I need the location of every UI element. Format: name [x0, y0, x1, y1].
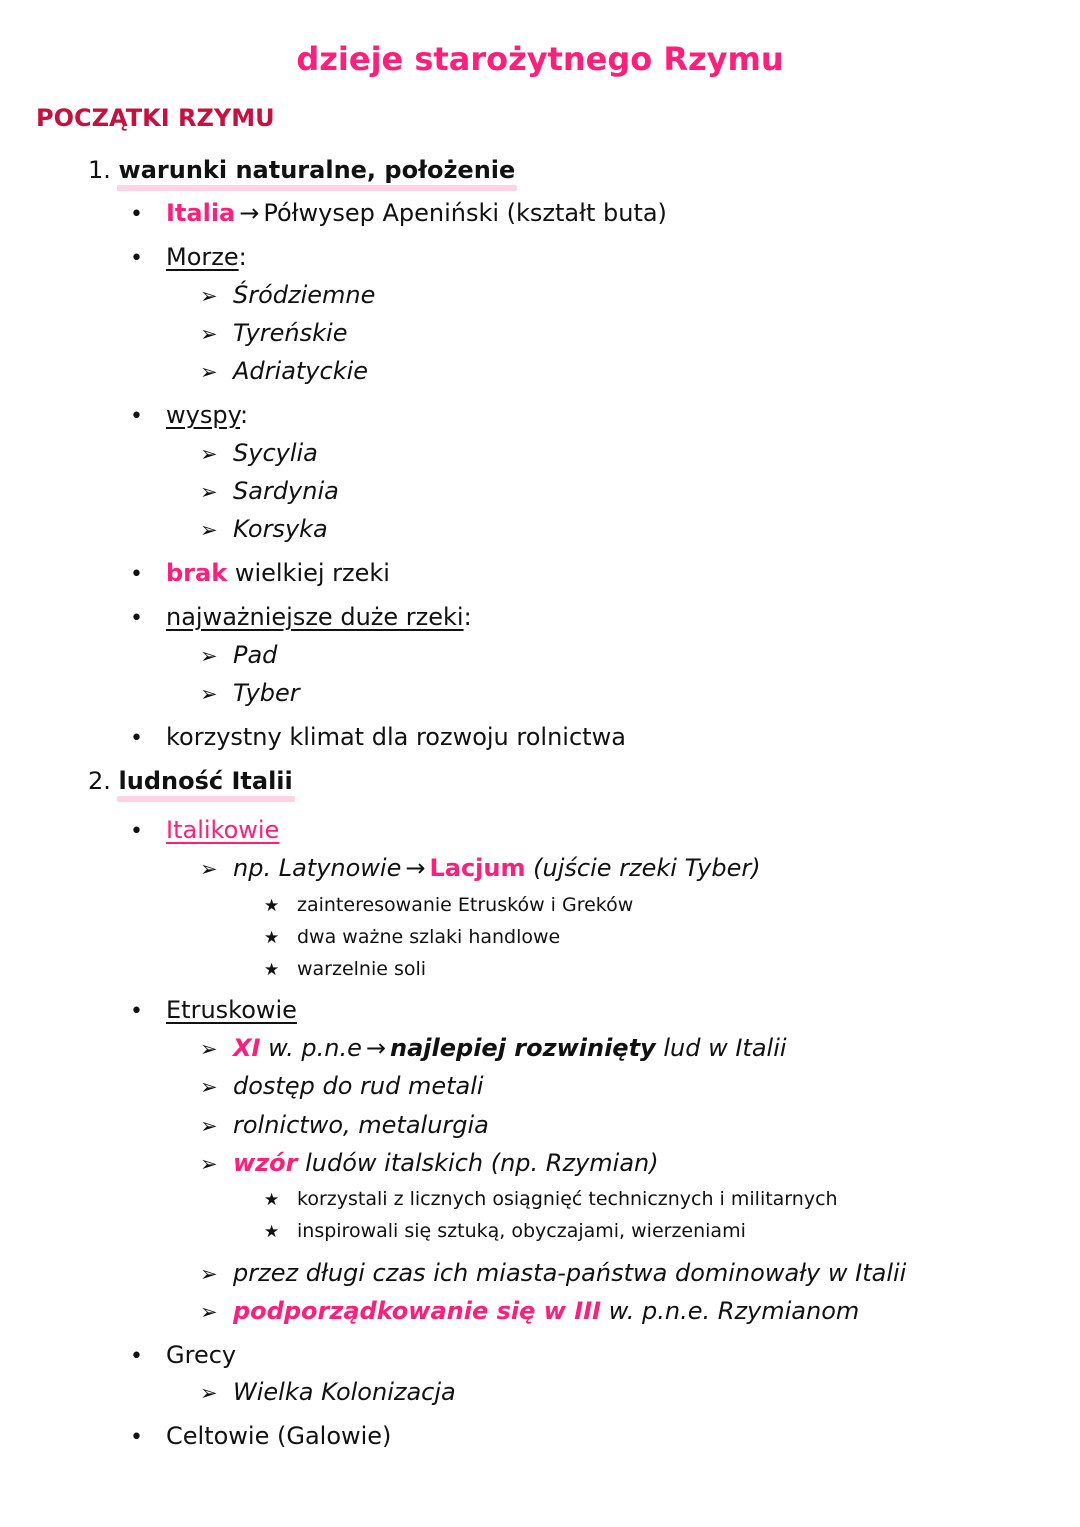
arrow-bullet-icon: ➢ — [200, 284, 218, 308]
list-item — [130, 1422, 391, 1450]
point-2-heading — [88, 767, 293, 795]
item-label: Etruskowie — [166, 996, 297, 1024]
item-text: inspirowali się sztuką, obyczajami, wierzeniami — [297, 1220, 746, 1242]
arrow-bullet-icon: ➢ — [200, 682, 218, 706]
item-text: np. Latynowie — [233, 854, 402, 882]
item-text: w. p.n.e. Rzymianom — [608, 1297, 860, 1325]
star-item — [264, 1220, 746, 1242]
list-item — [130, 1341, 236, 1369]
arrow-bullet-icon: ➢ — [200, 1381, 218, 1405]
arrow-bullet-icon: ➢ — [200, 360, 218, 384]
bullet-icon: • — [130, 606, 143, 631]
bullet-icon: • — [130, 1344, 143, 1369]
arrow-bullet-icon: ➢ — [200, 1114, 218, 1138]
arrow-icon: → — [365, 1034, 387, 1062]
term: Lacjum — [429, 854, 526, 882]
term: podporządkowanie się w III — [233, 1297, 602, 1325]
list-item — [130, 199, 667, 227]
item-text: Tyreńskie — [233, 319, 348, 347]
bullet-icon: • — [130, 202, 143, 227]
bullet-icon: • — [130, 726, 143, 751]
point-heading-label: ludność Italii — [119, 767, 293, 795]
sub-list-item — [200, 477, 339, 505]
sub-list-item — [200, 1149, 659, 1177]
item-label: Morze — [166, 243, 239, 271]
arrow-icon: → — [239, 199, 260, 227]
sub-list-item — [200, 1259, 906, 1287]
item-label: Grecy — [166, 1341, 237, 1369]
bullet-icon: • — [130, 562, 143, 587]
star-item — [264, 926, 560, 948]
arrow-icon: → — [405, 854, 426, 882]
item-text: dwa ważne szlaki handlowe — [297, 926, 561, 948]
bullet-icon: • — [130, 819, 143, 844]
list-item — [130, 816, 279, 844]
list-item — [130, 603, 472, 631]
arrow-bullet-icon: ➢ — [200, 857, 218, 881]
item-text: w. p.n.e — [268, 1034, 362, 1062]
sub-list-item — [200, 1034, 787, 1062]
item-suffix: : — [240, 401, 249, 429]
item-text: Korsyka — [233, 515, 328, 543]
bullet-icon: • — [130, 404, 143, 429]
item-text: Adriatyckie — [233, 357, 369, 385]
star-icon: ★ — [264, 1190, 280, 1210]
item-text: korzystny klimat dla rozwoju rolnictwa — [166, 723, 626, 751]
list-item — [130, 723, 626, 751]
item-text: zainteresowanie Etrusków i Greków — [297, 894, 634, 916]
arrow-bullet-icon: ➢ — [200, 442, 218, 466]
list-item — [130, 243, 247, 271]
term: Italia — [166, 199, 236, 227]
sub-list-item — [200, 854, 761, 882]
item-text: ludów italskich (np. Rzymian) — [305, 1149, 659, 1177]
item-text: przez długi czas ich miasta-państwa dominowały w Italii — [233, 1259, 907, 1287]
bullet-icon: • — [130, 1425, 143, 1450]
bullet-icon: • — [130, 999, 143, 1024]
item-text: dostęp do rud metali — [233, 1072, 484, 1100]
item-text: rolnictwo, metalurgia — [233, 1111, 489, 1139]
item-text: lud w Italii — [663, 1034, 787, 1062]
item-text: (ujście rzeki Tyber) — [533, 854, 761, 882]
item-text: Pad — [233, 641, 278, 669]
arrow-bullet-icon: ➢ — [200, 1152, 218, 1176]
item-text: Sycylia — [233, 439, 318, 467]
list-item — [130, 996, 297, 1024]
arrow-bullet-icon: ➢ — [200, 1262, 218, 1286]
arrow-bullet-icon: ➢ — [200, 1300, 218, 1324]
star-item — [264, 1188, 838, 1210]
page-title: dzieje starożytnego Rzymu — [296, 40, 784, 78]
item-label: najważniejsze duże rzeki — [166, 603, 464, 631]
term: brak — [166, 559, 228, 587]
item-text: wielkiej rzeki — [234, 559, 390, 587]
sub-list-item — [200, 679, 300, 707]
star-icon: ★ — [264, 896, 280, 916]
list-item — [130, 559, 390, 587]
sub-list-item — [200, 319, 347, 347]
star-icon: ★ — [264, 1222, 280, 1242]
arrow-bullet-icon: ➢ — [200, 644, 218, 668]
sub-list-item — [200, 357, 368, 385]
item-text: Śródziemne — [233, 281, 376, 309]
term: XI — [233, 1034, 261, 1062]
item-label: wyspy — [166, 401, 241, 429]
point-number: 1. — [88, 156, 111, 184]
term: wzór — [233, 1149, 298, 1177]
arrow-bullet-icon: ➢ — [200, 518, 218, 542]
item-text: Celtowie (Galowie) — [166, 1422, 392, 1450]
item-text: warzelnie soli — [297, 958, 427, 980]
star-icon: ★ — [264, 960, 280, 980]
item-label: Italikowie — [166, 816, 280, 844]
arrow-bullet-icon: ➢ — [200, 1037, 218, 1061]
item-suffix: : — [238, 243, 247, 271]
arrow-bullet-icon: ➢ — [200, 480, 218, 504]
item-text: Wielka Kolonizacja — [233, 1378, 456, 1406]
point-number: 2. — [88, 767, 111, 795]
item-text: Półwysep Apeniński (kształt buta) — [263, 199, 667, 227]
section-heading: POCZĄTKI RZYMU — [36, 104, 275, 132]
sub-list-item — [200, 1378, 456, 1406]
sub-list-item — [200, 1072, 484, 1100]
sub-list-item — [200, 1111, 489, 1139]
star-item — [264, 958, 426, 980]
star-icon: ★ — [264, 928, 280, 948]
sub-list-item — [200, 439, 318, 467]
bold-text: najlepiej rozwinięty — [390, 1034, 656, 1062]
sub-list-item — [200, 641, 277, 669]
star-item — [264, 894, 633, 916]
sub-list-item — [200, 1297, 859, 1325]
item-text: Tyber — [233, 679, 300, 707]
bullet-icon: • — [130, 246, 143, 271]
item-suffix: : — [463, 603, 472, 631]
arrow-bullet-icon: ➢ — [200, 322, 218, 346]
highlight-mark — [117, 185, 518, 191]
highlight-mark — [117, 796, 295, 802]
item-text: korzystali z licznych osiągnięć technicznych i militarnych — [297, 1188, 838, 1210]
arrow-bullet-icon: ➢ — [200, 1075, 218, 1099]
point-heading-label: warunki naturalne, położenie — [119, 156, 516, 184]
item-text: Sardynia — [233, 477, 339, 505]
list-item — [130, 401, 248, 429]
sub-list-item — [200, 281, 375, 309]
sub-list-item — [200, 515, 328, 543]
point-1-heading — [88, 156, 515, 184]
